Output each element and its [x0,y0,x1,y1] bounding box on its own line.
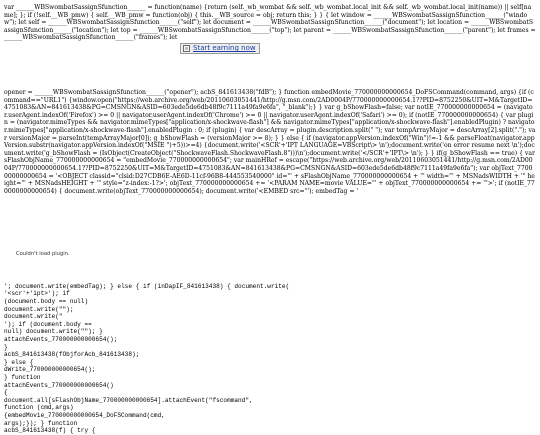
plugin-error-notice [16,251,536,259]
start-earning-label: Start earning now [193,43,256,52]
raw-script-text-bottom: '; document.write(embedTag); } else { if (inDapIF_841613438) { document.write( '<scr'+'ipt>'); if (document.body == null) document.write(""); document.write(" '); if (document.body == null) document.write(""); } attachEvents_770000000000654(); } acbS_841613438(fObjforAcb_841613438); } else { dWrite_770000000000654(); } function attachEvents_770000000000654() { document.all[sFlashObjName_770000000000654].attachEvent("fscommand", function (cmd,args) {embedMovie_770000000000654_DoFSCommand(cmd, args);}); } function acbS_841613438(f) { try { [4,282,290,435]
raw-script-text-middle: opener = ______WBSwombatSassignSfunction______("opener"); acbS_841613438("fdB"); } function embedMovie_770000000000654_DoFSCommand(command, args) {if (command=="URL1") {window.open("https://web.archive.org/web/20110603051441/http://g.msn.com/2AD0004P/770000000000654.1??PID=8752250&UIT=M&TargetID=4751083&AN=841613438&PG=CMSNGN&ASID=603ede5de6db48f9c7111a49fa9e6fa", "_blank");} } var g_bShowFlash=false; var notIE_770000000000654 = (navigator.userAgent.indexOf('Firefox') >= 0 || navigator.userAgent.indexOf('Chrome') >= 0 || navigator.userAgent.indexOf('Safari') >= 0); if (notIE_770000000000654) { var plugin = (navigator.mimeTypes && navigator.mimeTypes["application/x-shockwave-flash"] && navigator.mimeTypes["application/x-shockwave-flash"].enabledPlugin) ? navigator.mimeTypes["application/x-shockwave-flash"].enabledPlugin : 0; if (plugin) { var descArray = plugin.description.split(" "); var tempArrayMajor = descArray[2].split("."); var versionMajor = parseInt(tempArrayMajor[0]); g_bShowFlash = (versionMajor >= 8); } } else { if (navigator.appVersion.indexOf("Win")!=-1 && parseFloat(navigator.appVersion.substr(navigator.appVersion.indexOf("MSIE ")+5))>=4) {document.write('<SCR'+'IPT LANGUAGE=VBScript\> \n');document.write('on error resume next \n');document.write('g_bShowFlash = (IsObject(CreateObject("ShockwaveFlash.ShockwaveFlash.8")))\n');document.write('</SCR'+'IPT\> \n'); } } if(g_bShowFlash == true) { var sFlashObjName_770000000000654 = "embedMovie_770000000000654"; var mainHRef = escape("https://web.archive.org/web/20110603051441/http://g.msn.com/2AD0004P/770000000000654.1??PID=8752250&UIT=M&TargetID=4751083&AN=841613438&PG=CMSNGN&ASID=603ede5de6db48f9c7111a49fa9e6fa"); var objText_770000000000654 = '<OBJECT classid="clsid:D27CDB6E-AE6D-11cf-96B8-444553540000" id="' + sFlashObjName_770000000000654 + '" width="' + MSNadsWIDTH + '" height="' + MSNadsHEIGHT + '" style="z-index:-1?>'; objText_770000000000654 += '<PARAM NAME=movie VALUE="' + objText_770000000000654 += '">'; if (notIE_770000000000654) { document.write(objText_770000000000654); document.write('<EMBED src="'); embedTag = ' [4,88,537,195]
plugin-error-text: Couldn't load plugin. [16,251,70,258]
spacer [4,259,536,283]
start-earning-link[interactable] [180,43,260,54]
raw-script-text-top: var ______WBSwombatSassignSfunction______ = function(name) {return (self._wb_wombat && self._wb_wombat.local_init && self._wb_wombat.local_init(name)) || self[name]; }; if (!self.__WB_pmw) { self.__WB_pmw = function(obj) { this.__WB_source = obj; return this; } } { let window = ______WBSwombatSassignSfunction______("window"); let self = ______WBSwombatSassignSfunction______("self"); let document = ______WBSwombatSassignSfunction______("document"); let location = ______WBSwombatSassignSfunction______("location"); let top = ______WBSwombatSassignSfunction______("top"); let parent = ______WBSwombatSassignSfunction______("parent"); let frames = ______WBSwombatSassignSfunction______("frames"); let [4,4,538,42]
start-earning-row [180,43,536,89]
spacer [4,195,536,251]
broken-image-icon [183,45,190,52]
